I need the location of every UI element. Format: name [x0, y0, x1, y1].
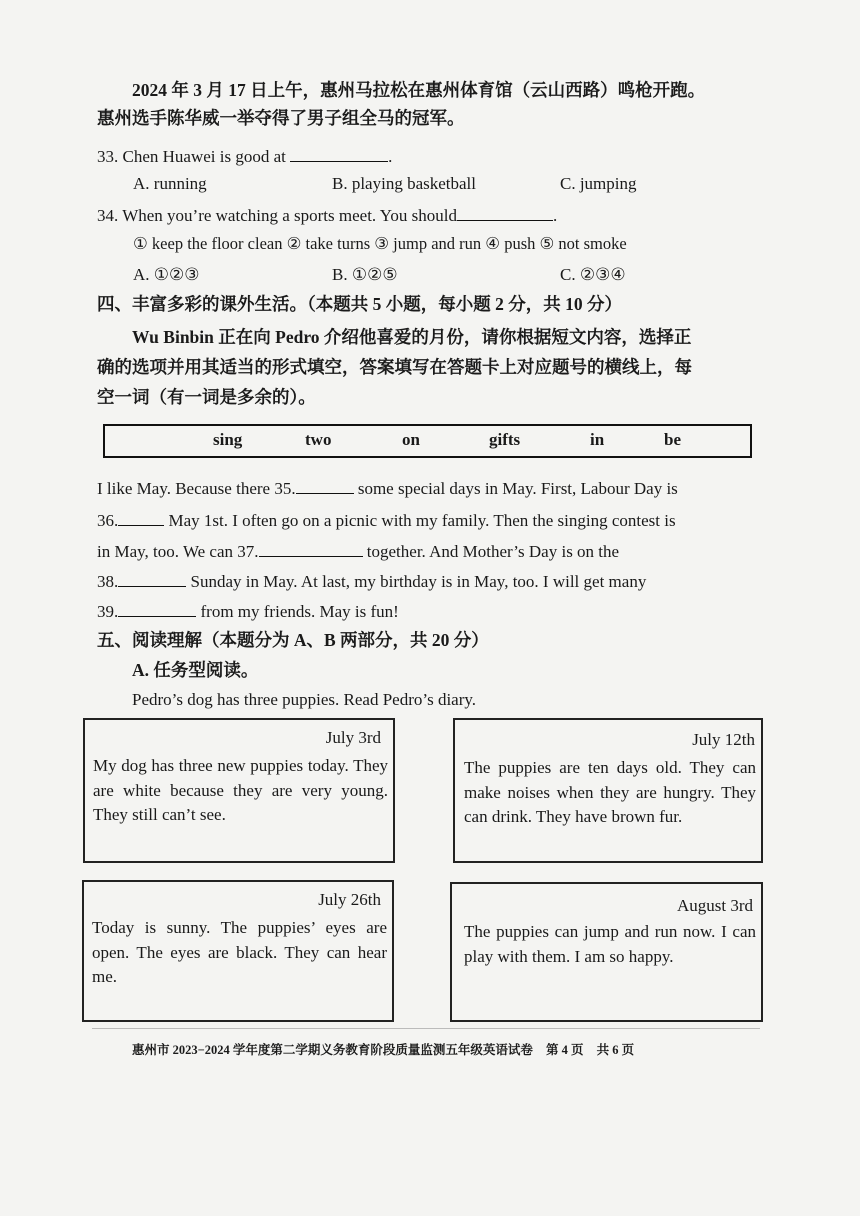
intro-line-1: 2024 年 3 月 17 日上午，惠州马拉松在惠州体育馆（云山西路）鸣枪开跑。	[132, 80, 706, 100]
diary-entry	[83, 718, 395, 863]
passage-text: from my friends. May is fun!	[196, 602, 399, 621]
word-bank-item: be	[664, 430, 681, 449]
q33-option-a[interactable]: A. running	[133, 174, 207, 193]
footer-total: 共 6 页	[596, 1043, 635, 1057]
diary-text: Today is sunny. The puppies’ eyes are open. The eyes are black. They can hear me.	[92, 918, 387, 986]
question-34-end: .	[552, 206, 558, 225]
footer-title: 惠州市 2023−2024 学年度第二学期义务教育阶段质量监测五年级英语试卷	[132, 1043, 533, 1057]
q34-items: ① keep the floor clean ② take turns ③ jump and run ④ push ⑤ not smoke	[133, 234, 627, 253]
word-bank-item: gifts	[489, 430, 521, 449]
answer-blank-34[interactable]	[457, 202, 553, 221]
word-bank-item: on	[402, 430, 420, 449]
diary-entry	[82, 880, 394, 1022]
diary-entry	[453, 718, 763, 863]
question-33-stem: 33. Chen Huawei is good at	[97, 147, 286, 166]
section-4-instruction-3: 空一词（有一词是多余的）。	[97, 387, 316, 407]
question-34	[97, 202, 557, 228]
q34-option-c[interactable]: C. ②③④	[560, 265, 626, 284]
word-bank-box	[103, 424, 752, 458]
section-4-heading: 四、丰富多彩的课外生活。（本题共 5 小题，每小题 2 分，共 10 分）	[97, 294, 622, 314]
passage-line-4	[97, 568, 646, 594]
q33-option-c[interactable]: C. jumping	[560, 174, 637, 193]
question-33-end: .	[388, 147, 393, 166]
section-5-heading: 五、阅读理解（本题分为 A、B 两部分，共 20 分）	[97, 630, 489, 650]
passage-text: I like May. Because there 35.	[97, 479, 296, 498]
word-bank-item: sing	[213, 430, 243, 449]
word-bank-item: two	[305, 430, 332, 449]
q33-option-b[interactable]: B. playing basketball	[332, 174, 477, 193]
question-33	[97, 143, 392, 169]
q34-option-b[interactable]: B. ①②⑤	[332, 265, 398, 284]
diary-intro: Pedro’s dog has three puppies. Read Pedro’s diary.	[132, 690, 477, 709]
section-4-instruction-1: Wu Binbin 正在向 Pedro 介绍他喜爱的月份，请你根据短文内容，选择正	[132, 327, 692, 347]
diary-text: The puppies can jump and run now. I can play with them. I am so happy.	[464, 922, 756, 966]
q34-option-a[interactable]: A. ①②③	[133, 265, 200, 284]
passage-text: together. And Mother’s Day is on the	[362, 542, 620, 561]
diary-text: My dog has three new puppies today. They are white because they are very young. They still can’t see.	[93, 756, 388, 824]
diary-date: July 12th	[692, 730, 755, 749]
diary-date: August 3rd	[676, 896, 753, 915]
answer-blank-36[interactable]	[118, 507, 164, 526]
passage-text: 38.	[97, 572, 119, 591]
answer-blank-37[interactable]	[259, 538, 363, 557]
footer-divider	[92, 1028, 760, 1029]
passage-text: 39.	[97, 602, 119, 621]
question-34-stem: 34. When you’re watching a sports meet. You should	[97, 206, 457, 225]
passage-line-2	[97, 507, 676, 533]
passage-text: in May, too. We can 37.	[97, 542, 259, 561]
answer-blank-35[interactable]	[296, 475, 354, 494]
passage-line-1	[97, 475, 678, 501]
passage-line-3	[97, 538, 619, 564]
section-4-instruction-2: 确的选项并用其适当的形式填空，答案填写在答题卡上对应题号的横线上，每	[97, 357, 692, 377]
answer-blank-38[interactable]	[118, 568, 186, 587]
diary-entry	[450, 882, 763, 1022]
footer	[132, 1040, 634, 1058]
diary-text: The puppies are ten days old. They can make noises when they are hungry. They can drink. They have brown fur.	[464, 758, 756, 826]
passage-text: 36.	[97, 511, 119, 530]
passage-line-5	[97, 598, 399, 624]
diary-date: July 3rd	[325, 728, 381, 747]
answer-blank-39[interactable]	[118, 598, 196, 617]
intro-line-2: 惠州选手陈华威一举夺得了男子组全马的冠军。	[97, 108, 465, 128]
passage-text: May 1st. I often go on a picnic with my family. Then the singing contest is	[164, 511, 676, 530]
passage-text: some special days in May. First, Labour Day is	[353, 479, 678, 498]
word-bank-item: in	[590, 430, 605, 449]
diary-date: July 26th	[318, 890, 381, 909]
passage-text: Sunday in May. At last, my birthday is in May, too. I will get many	[186, 572, 647, 591]
footer-page: 第 4 页	[546, 1043, 584, 1057]
section-5-sub-a: A. 任务型阅读。	[132, 660, 259, 680]
answer-blank-33[interactable]	[290, 143, 388, 162]
